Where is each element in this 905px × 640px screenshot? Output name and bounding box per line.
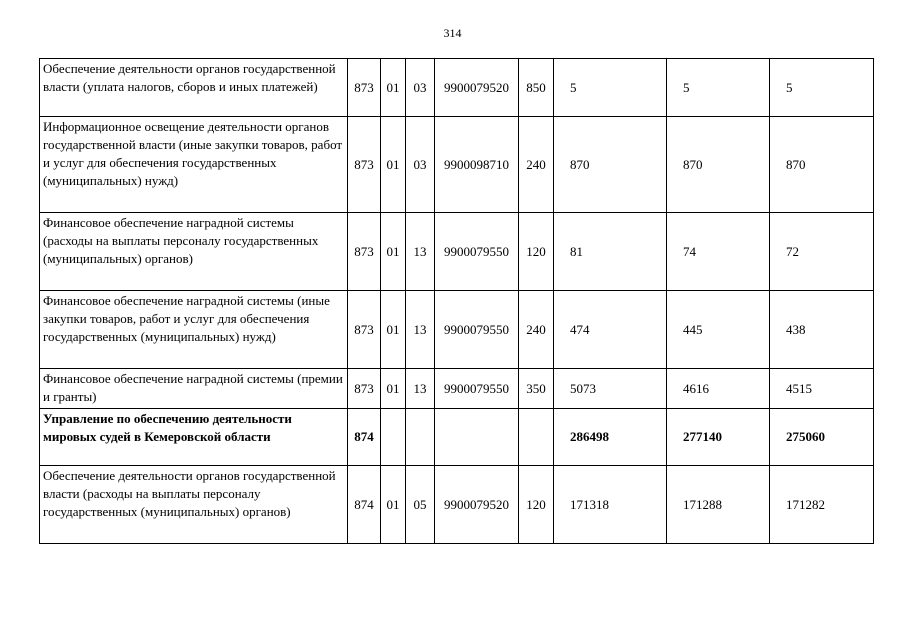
subsection-code: 05 [406,466,435,544]
budget-table [39,58,874,544]
expense-type-code: 120 [519,213,554,291]
department-code: 874 [348,409,381,466]
table-row [40,291,874,369]
expense-name: Финансовое обеспечение наградной системы (иные закупки товаров, работ и услуг для обеспечения государственных (муниципальных) нужд) [40,291,348,369]
department-code: 873 [348,369,381,409]
amount-year-3: 171282 [770,466,874,544]
amount-year-3: 870 [770,117,874,213]
target-article-code: 9900079550 [435,369,519,409]
department-code: 873 [348,59,381,117]
expense-type-code: 850 [519,59,554,117]
section-code: 01 [381,369,406,409]
amount-year-1: 286498 [554,409,667,466]
expense-type-code: 350 [519,369,554,409]
subsection-code: 03 [406,117,435,213]
department-code: 873 [348,213,381,291]
expense-type-code: 120 [519,466,554,544]
amount-year-3: 4515 [770,369,874,409]
expense-name: Финансовое обеспечение наградной системы (премии и гранты) [40,369,348,409]
amount-year-2: 171288 [667,466,770,544]
target-article-code: 9900079520 [435,59,519,117]
expense-type-code: 240 [519,291,554,369]
amount-year-2: 74 [667,213,770,291]
department-code: 873 [348,291,381,369]
expense-type-code: 240 [519,117,554,213]
amount-year-1: 870 [554,117,667,213]
amount-year-2: 277140 [667,409,770,466]
department-code: 873 [348,117,381,213]
expense-name: Обеспечение деятельности органов государственной власти (расходы на выплаты персоналу государственных (муниципальных) органов) [40,466,348,544]
amount-year-3: 438 [770,291,874,369]
table-row [40,213,874,291]
amount-year-2: 445 [667,291,770,369]
section-code: 01 [381,466,406,544]
section-code: 01 [381,213,406,291]
department-code: 874 [348,466,381,544]
amount-year-1: 5 [554,59,667,117]
table-row-department-total [40,409,874,466]
target-article-code: 9900079520 [435,466,519,544]
amount-year-1: 5073 [554,369,667,409]
amount-year-3: 72 [770,213,874,291]
section-code [381,409,406,466]
expense-name: Финансовое обеспечение наградной системы (расходы на выплаты персоналу государственных (муниципальных) органов) [40,213,348,291]
expense-name: Обеспечение деятельности органов государственной власти (уплата налогов, сборов и иных платежей) [40,59,348,117]
subsection-code: 13 [406,369,435,409]
section-code: 01 [381,117,406,213]
expense-name: Информационное освещение деятельности органов государственной власти (иные закупки товаров, работ и услуг для обеспечения государственных (муниципальных) нужд) [40,117,348,213]
table-row [40,369,874,409]
page-number: 314 [443,26,462,40]
amount-year-3: 5 [770,59,874,117]
amount-year-3: 275060 [770,409,874,466]
amount-year-1: 171318 [554,466,667,544]
subsection-code [406,409,435,466]
target-article-code [435,409,519,466]
amount-year-2: 5 [667,59,770,117]
table-row [40,59,874,117]
amount-year-2: 870 [667,117,770,213]
expense-type-code [519,409,554,466]
amount-year-1: 474 [554,291,667,369]
subsection-code: 13 [406,291,435,369]
section-code: 01 [381,291,406,369]
target-article-code: 9900098710 [435,117,519,213]
table-row [40,117,874,213]
amount-year-1: 81 [554,213,667,291]
amount-year-2: 4616 [667,369,770,409]
department-name: Управление по обеспечению деятельности мировых судей в Кемеровской области [40,409,348,466]
target-article-code: 9900079550 [435,213,519,291]
subsection-code: 03 [406,59,435,117]
target-article-code: 9900079550 [435,291,519,369]
table-row [40,466,874,544]
section-code: 01 [381,59,406,117]
subsection-code: 13 [406,213,435,291]
